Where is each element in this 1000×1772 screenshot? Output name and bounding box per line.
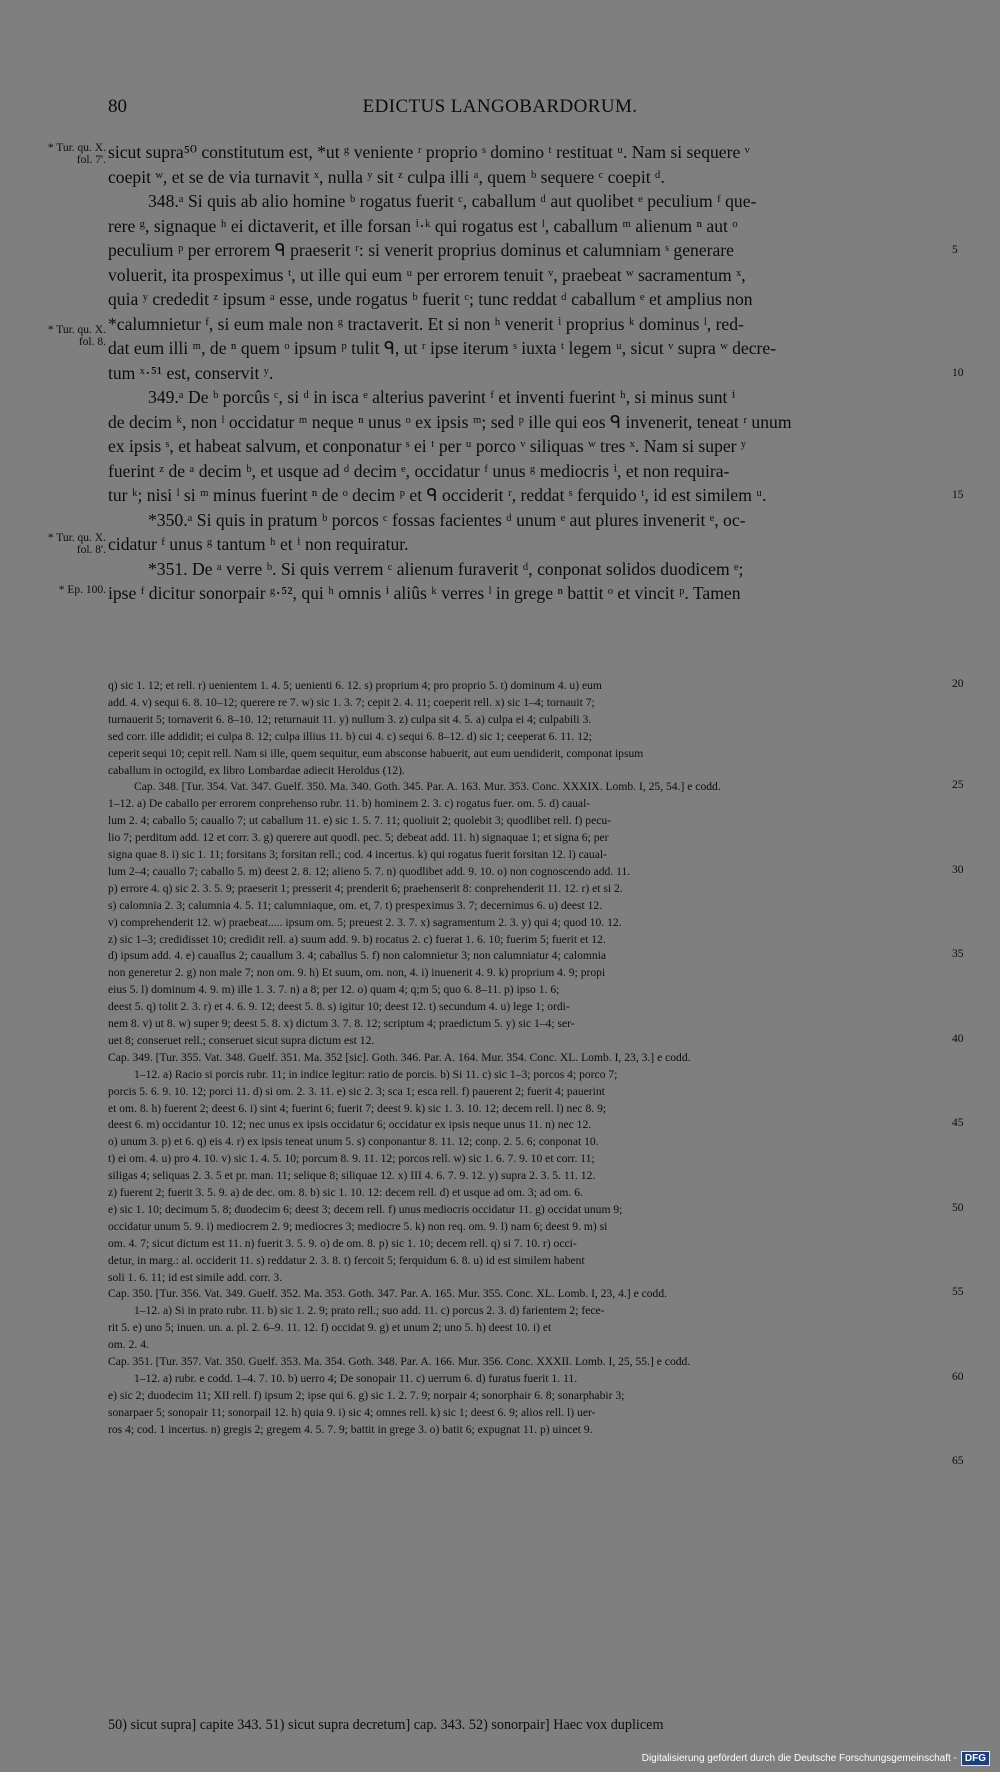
footnote-line: sed corr. ille addidit; ei culpa 8. 12; culpa illius 11. b) cui 4. c) sequi 6. 8–12. d) sic 1; ceeperat 6. 11. 12; xyxy=(108,729,593,743)
text-line: tum ˣ·⁵¹ est, conservit ʸ. xyxy=(108,362,274,383)
footnote-line: rit 5. e) uno 5; inuen. un. a. pl. 2. 6–9. 11. 12. f) occidat 9. g) et unum 2; uno 5. h) deest 10. i) et xyxy=(108,1321,552,1335)
footnote-line: uet 8; conseruet rell.; conseruet sicut supra dictum est 12. xyxy=(108,1033,375,1047)
line-number: 5 xyxy=(952,244,958,256)
text-line: dat eum illi ᵐ, de ⁿ quem ᵒ ipsum ᵖ tulit ᑫ, ut ʳ ipse iterum ˢ iuxta ᵗ legem ᵘ, sicut ᵛ supra ʷ decre- xyxy=(108,338,777,358)
footnote-line: siligas 4; seliquas 2. 3. 5 et pr. man. 11; selique 8; siliquae 12. x) III 4. 6. 7. 9. 12. y) supra 2. 3. 5. 11. 12. xyxy=(108,1169,596,1183)
footnote-line: turnauerit 5; tornaverit 6. 8–10. 12; returnauit 11. y) nullum 3. z) culpa sit 4. 5. a) culpa ei 4; culpabili 3. xyxy=(108,712,592,726)
text-line: *350.ᵃ Si quis in pratum ᵇ porcos ᶜ fossas facientes ᵈ unum ᵉ aut plures invenerit ᵉ, oc- xyxy=(148,509,746,530)
text-line: tur ᵏ; nisi ˡ si ᵐ minus fuerint ⁿ de ᵒ decim ᵖ et ᑫ occiderit ʳ, reddat ˢ ferquido ᵗ, id est similem ᵘ. xyxy=(108,485,767,505)
text-line: 348.ᵃ Si quis ab alio homine ᵇ rogatus fuerit ᶜ, caballum ᵈ aut quolibet ᵉ peculium ᶠ que- xyxy=(148,191,757,211)
line-number: 50 xyxy=(952,1201,964,1214)
margin-note: * Ep. 100. xyxy=(58,584,106,596)
footnote-line: detur, in marg.: al. occiderit 11. s) reddatur 2. 3. 8. t) fercoit 5; ferquidum 6. 8. u) id est similem habent xyxy=(108,1253,585,1267)
footnote-line: Cap. 349. [Tur. 355. Vat. 348. Guelf. 351. Ma. 352 [sic]. Goth. 346. Par. A. 164. Mur. 354. Conc. XL. Lomb. I, 23, 3.] e codd. xyxy=(108,1050,691,1064)
footnote-line: nem 8. v) ut 8. w) super 9; deest 5. 8. x) dictum 3. 7. 8. 12; scriptum 4; praedictum 5. y) sic 1–4; ser- xyxy=(108,1017,575,1030)
footnote-line: 1–12. a) Racio si porcis rubr. 11; in indice legitur: ratio de porcis. b) Si 11. c) sic 1–3; porcos 4; porco 7; xyxy=(134,1067,618,1081)
text-line: sicut supra⁵⁰ constitutum est, *ut ᵍ veniente ʳ proprio ˢ domino ᵗ restituat ᵘ. Nam si sequere ᵛ xyxy=(108,142,750,162)
footnote-line: 1–12. a) rubr. e codd. 1–4. 7. 10. b) uerro 4; De sonopair 11. c) uerrum 6. d) furatus fuerit 1. 11. xyxy=(134,1371,578,1385)
running-title: EDICTUS LANGOBARDORUM. xyxy=(362,96,638,117)
footnote-line: om. 4. 7; sicut dictum est 11. n) fuerit 3. 5. 9. o) de om. 8. p) sic 1. 10; decem rell. q) si 7. 10. r) occi- xyxy=(108,1236,577,1250)
line-number: 30 xyxy=(952,863,964,876)
footnote-line: 1–12. a) Si in prato rubr. 11. b) sic 1. 2. 9; prato rell.; suo add. 11. c) porcus 2. 3. d) farientem 2; fece- xyxy=(134,1304,605,1318)
dfg-logo-icon: DFG xyxy=(961,1751,990,1766)
line-number: 15 xyxy=(952,489,964,501)
line-number: 45 xyxy=(952,1117,964,1130)
line-number: 10 xyxy=(952,366,964,379)
footnote-line: om. 2. 4. xyxy=(108,1338,149,1352)
footnote-line: 1–12. a) De caballo per errorem conprehenso rubr. 11. b) hominem 2. 3. c) rogatus fuer. om. 5. d) caual- xyxy=(108,797,591,811)
text-line: de decim ᵏ, non ˡ occidatur ᵐ neque ⁿ unus ᵒ ex ipsis ᵐ; sed ᵖ ille qui eos ᑫ invenerit, teneat ʳ unum xyxy=(108,411,792,432)
footnote-line: lum 2. 4; caballo 5; cauallo 7; ut caballum 11. e) sic 1. 5. 7. 11; quoliuit 2; quolebit 3; quodlibet rell. f) pecu- xyxy=(108,814,612,828)
footnote-line: p) errore 4. q) sic 2. 3. 5. 9; praeserit 1; presserit 4; prenderit 6; praehenserit 8: conprehenderit 11. 12. r) et si 2. xyxy=(108,881,623,895)
footnote-line: lio 7; perditum add. 12 et corr. 3. g) querere aut quodl. pec. 5; debeat add. 11. h) signaquae 1; et signa 6; per xyxy=(108,831,609,845)
footer xyxy=(641,1748,990,1768)
page-number: 80 xyxy=(108,96,127,117)
text-line: peculium ᵖ per errorem ᑫ praeserit ʳ: si venerit proprius dominus et calumniam ˢ generare xyxy=(108,240,734,260)
editor-notes: 50) sicut supra] capite 343. 51) sicut supra decretum] cap. 343. 52) sonorpair] Haec vox duplicem xyxy=(108,1717,664,1733)
line-number: 35 xyxy=(952,948,964,961)
footnote-line: porcis 5. 6. 9. 10. 12; porci 11. d) si om. 2. 3. 11. e) sic 2. 3; sca 1; esca rell. f) pauerent 2; fuerit 4; pauerint xyxy=(108,1084,605,1098)
footnote-line: occidatur unum 5. 9. i) mediocrem 2. 9; mediocres 3; mediocre 5. k) non req. om. 9. l) nam 6; deest 9. m) si xyxy=(108,1219,608,1233)
text-line: *calumnietur ᶠ, si eum male non ᵍ tractaverit. Et si non ʰ venerit ⁱ proprius ᵏ dominus ˡ, red- xyxy=(108,313,744,334)
text-line: rere ᵍ, signaque ʰ ei dictaverit, et ille forsan ⁱ·ᵏ qui rogatus est ˡ, caballum ᵐ alienum ⁿ aut ᵒ xyxy=(108,215,738,236)
footnote-line: v) comprehenderit 12. w) praebeat..... ipsum om. 5; preuest 2. 3. 7. x) sagramentum 2. 3. y) qui 4; quod 10. 12. xyxy=(108,915,622,929)
line-number: 25 xyxy=(952,779,964,792)
footnote-line: add. 4. v) sequi 6. 8. 10–12; querere re 7. w) sic 1. 3. 7; cepit 2. 4. 11; coeperit rell. x) sic 1–4; tornauit 7; xyxy=(108,695,595,709)
footnote-line: caballum in octogild, ex libro Lombardae adiecit Heroldus (12). xyxy=(108,763,405,777)
footnote-line: ceperit sequi 10; cepit rell. Nam si ille, quem sequitur, eum absconse habuerit, aut eum uendiderit, componat ipsum xyxy=(108,746,644,760)
footnote-line: z) sic 1–3; credidisset 10; credidit rell. a) suum add. 9. b) rocatus 2. c) fuerat 1. 6. 10; fuerim 5; fuerit et 12. xyxy=(108,932,606,946)
text-line: cidatur ᶠ unus ᵍ tantum ʰ et ⁱ non requiratur. xyxy=(108,534,409,554)
footnote-line: d) ipsum add. 4. e) cauallus 2; cauallum 3. 4; caballus 5. f) non calomnietur 3; non calumniatur 4; calomnia xyxy=(108,949,607,963)
footnote-line: o) unum 3. p) et 6. q) eis 4. r) ex ipsis teneat unum 5. s) conponantur 8. 11. 12; conp. 2. 5. 6; conponat 10. xyxy=(108,1135,599,1149)
line-number: 60 xyxy=(952,1370,964,1383)
text-line: voluerit, ita prospeximus ᵗ, ut ille qui eum ᵘ per errorem tenuit ᵛ, praebeat ʷ sacramentum ˣ, xyxy=(108,264,746,285)
footnote-line: signa quae 8. i) sic 1. 11; forsitans 3; forsitan rell.; cod. 4 incertus. k) qui rogatus fuerit forsitan 12. l) caual- xyxy=(108,848,607,861)
footnote-line: et om. 8. h) fuerent 2; deest 6. i) sint 4; fuerint 6; fuerit 7; deest 9. k) sic 1. 3. 10. 12; decem rell. l) nec 8. 9; xyxy=(108,1101,607,1115)
text-line: *351. De ᵃ verre ᵇ. Si quis verrem ᶜ alienum furaverit ᵈ, conponat solidos duodicem ᵉ; xyxy=(148,558,744,579)
line-number: 40 xyxy=(952,1032,964,1045)
funding-notice: Digitalisierung gefördert durch die Deutsche Forschungsgemeinschaft - xyxy=(641,1752,957,1764)
footnote-line: z) fuerent 2; fuerit 3. 5. 9. a) de dec. om. 8. b) sic 1. 10. 12: decem rell. d) et usque ad om. 3; ad om. 6. xyxy=(108,1186,583,1199)
line-number: 65 xyxy=(952,1455,964,1468)
footnote-line: eius 5. l) dominum 4. 9. m) ille 1. 3. 7. n) a 8; per 12. o) quam 4; q;m 5; quo 6. 8–11. p) ipso 1. 6; xyxy=(108,983,560,997)
line-number: 55 xyxy=(952,1286,964,1299)
text-line: quia ʸ crededit ᶻ ipsum ᵃ esse, unde rogatus ᵇ fuerit ᶜ; tunc reddat ᵈ caballum ᵉ et amplius non xyxy=(108,289,753,309)
footnote-line: e) sic 1. 10; decimum 5. 8; duodecim 6; deest 3; decem rell. f) unus mediocris occidatur 11. g) occidat unum 9; xyxy=(108,1202,623,1216)
footnote-line: q) sic 1. 12; et rell. r) uenientem 1. 4. 5; uenienti 6. 12. s) proprium 4; pro proprio 5. t) dominum 4. u) eum xyxy=(108,679,602,692)
footnote-line: non generetur 2. g) non male 7; non om. 9. h) Et suum, om. non, 4. i) inuenerit 4. 9. k) proprium 4. 9; propi xyxy=(108,966,606,980)
footnote-line: Cap. 350. [Tur. 356. Vat. 349. Guelf. 352. Ma. 353. Goth. 347. Par. A. 165. Mur. 355. Conc. XL. Lomb. I, 23, 4.] e codd. xyxy=(108,1287,668,1301)
text-line: 349.ᵃ De ᵇ porcûs ᶜ, si ᵈ in isca ᵉ alterius paverint ᶠ et inventi fuerint ʰ, si minus sunt ⁱ xyxy=(148,387,736,407)
footnote-line: lum 2–4; cauallo 7; caballo 5. m) deest 2. 8. 12; alieno 5. 7. n) quodlibet add. 9. 10. o) non cognoscendo add. 11. xyxy=(108,864,631,878)
footnote-line: soli 1. 6. 11; id est simile add. corr. 3. xyxy=(108,1270,283,1284)
footnote-line: Cap. 348. [Tur. 354. Vat. 347. Guelf. 350. Ma. 340. Goth. 345. Par. A. 163. Mur. 353. Conc. XXXIX. Lomb. I, 25, 54.] e codd. xyxy=(134,780,721,794)
text-line: fuerint ᶻ de ᵃ decim ᵇ, et usque ad ᵈ decim ᵉ, occidatur ᶠ unus ᵍ mediocris ⁱ, et non requira- xyxy=(108,460,730,481)
footnote-line: deest 6. m) occidantur 10. 12; nec unus ex ipsis occidatur 6; occidatur ex ipsis neque unus 11. n) nec 12. xyxy=(108,1118,592,1132)
text-line: ex ipsis ˢ, et habeat salvum, et conponatur ˢ ei ᵗ per ᵘ porco ᵛ siliquas ʷ tres ˣ. Nam si super ʸ xyxy=(108,436,747,456)
text-line: coepit ʷ, et se de via turnavit ˣ, nulla ʸ sit ᶻ culpa illi ᵃ, quem ᵇ sequere ᶜ coepit ᵈ. xyxy=(108,166,665,187)
footnote-line: ros 4; cod. 1 incertus. n) gregis 2; gregem 4. 5. 7. 9; battit in grege 3. o) batit 6; expugnat 11. p) uincet 9. xyxy=(108,1422,593,1436)
margin-note: * Tur. qu. X. fol. 8'. xyxy=(47,532,106,556)
footnote-line: deest 5. q) tolit 2. 3. r) et 4. 6. 9. 12; deest 5. 8. s) igitur 10; deest 12. t) secundum 4. u) lege 1; ordi- xyxy=(108,1000,570,1014)
text-line: ipse ᶠ dicitur sonorpair ᵍ·⁵², qui ʰ omnis ⁱ aliûs ᵏ verres ˡ in grege ⁿ battit ᵒ et vincit ᵖ. Tamen xyxy=(108,583,741,603)
line-number: 20 xyxy=(952,678,964,690)
footnote-line: sonarpaer 5; sonopair 11; sonorpail 12. h) quia 9. i) sic 4; omnes rell. k) sic 1; deest 6. 9; alios rell. l) uer- xyxy=(108,1405,596,1419)
footnote-line: e) sic 2; duodecim 11; XII rell. f) ipsum 2; ipse qui 6. g) sic 1. 2. 7. 9; norpair 4; sonorphair 6. 8; sonarphabir 3; xyxy=(108,1388,625,1402)
margin-note: * Tur. qu. X. fol. 8. xyxy=(47,324,106,348)
margin-note: * Tur. qu. X. fol. 7'. xyxy=(47,142,106,166)
footnote-line: s) calomnia 2. 3; calumnia 4. 5. 11; calumniaque, om. et, 7. t) prespeximus 3. 7; decernimus 6. u) deest 12. xyxy=(108,898,603,912)
footnote-line: Cap. 351. [Tur. 357. Vat. 350. Guelf. 353. Ma. 354. Goth. 348. Par. A. 166. Mur. 356. Conc. XXXII. Lomb. I, 25, 55.] e codd. xyxy=(108,1355,691,1368)
footnote-line: t) ei om. 4. u) pro 4. 10. v) sic 1. 4. 5. 10; porcum 8. 9. 11. 12; porcos rell. w) sic 1. 6. 7. 9. 10 et corr. 11; xyxy=(108,1152,595,1166)
